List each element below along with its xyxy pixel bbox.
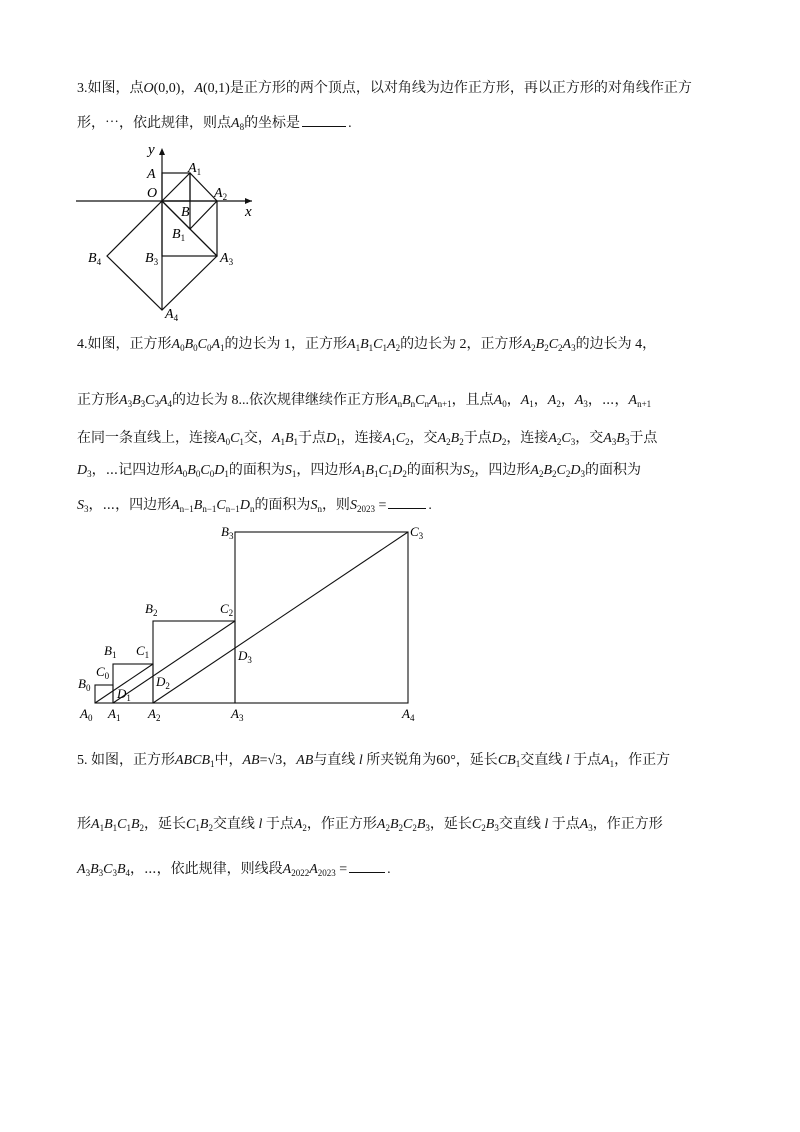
svg-text:B0: $B_0$ (78, 676, 91, 693)
label-B: B (181, 205, 190, 220)
svg-text:A3: $A_3$ (231, 706, 244, 723)
problem-3-line-1: 3.如图，点O(0,0)，A(0,1)是正方形的两个顶点，以对角线为边作正方形，再以正方形的对角线作正方 (77, 81, 692, 96)
label-B4: $B_4$ (88, 251, 102, 267)
svg-text:A1: $A_1$ (108, 706, 121, 723)
svg-text:C3: $C_3$ (410, 524, 424, 541)
label-y: y (148, 142, 155, 158)
svg-text:B1: $B_1$ (104, 643, 117, 660)
label-A: A (147, 167, 156, 182)
svg-text:A4: $A_4$ (402, 706, 415, 723)
label-B3: $B_3$ (145, 251, 159, 267)
label-x: x (245, 204, 252, 220)
answer-blank[interactable] (349, 860, 385, 873)
label-O: O (147, 186, 158, 201)
problem-4-line-2: 正方形$A_3B_3C_3A_4$的边长为 8...依次规律继续作正方形$A_nB_nC_nA_{n+1}$，且点$A_0$，$A_1$，$A_2$，$A_3$，⋯，$A_{n+1}$ (77, 393, 652, 409)
problem-3-line-2: 形，⋯，依此规律，则点$A_8$的坐标是 . (77, 116, 352, 132)
problem-4-line-1: 4.如图，正方形$A_0B_0C_0A_1$的边长为 1，正方形$A_1B_1C_1A_2$的边长为 2，正方形$A_2B_2C_2A_3$的边长为 4， (77, 337, 657, 353)
label-A4: $A_4$ (165, 307, 179, 323)
label-A1: $A_1$ (188, 161, 202, 177)
label-B1: $B_1$ (172, 227, 186, 243)
problem-5-line-1: 5. 如图，正方形$ABCB_1$中，AB=√3，AB与直线 l 所夹锐角为60°，延长$CB_1$交直线 l 于点$A_1$，作正方 (77, 753, 671, 769)
svg-text:D1: $D_1$ (117, 686, 131, 703)
problem-5-line-3: $A_3B_3C_3B_4$，⋯，依此规律，则线段$A_{2022}A_{2023}$ = . (77, 862, 391, 878)
svg-text:B3: $B_3$ (221, 524, 234, 541)
problem-5-line-2: 形$A_1B_1C_1B_2$，延长$C_1B_2$交直线 l 于点$A_2$，作正方形$A_2B_2C_2B_3$，延长$C_2B_3$交直线 l 于点$A_3$，作正方形 (77, 817, 663, 833)
problem-4-line-4: $D_3$，⋯记四边形$A_0B_0C_0D_1$的面积为$S_1$，四边形$A_1B_1C_1D_2$的面积为$S_2$，四边形$A_2B_2C_2D_3$的面积为 (77, 463, 642, 479)
svg-text:C2: $C_2$ (220, 601, 234, 618)
label-A2: $A_2$ (214, 186, 228, 202)
svg-text:A0: $A_0$ (80, 706, 93, 723)
svg-text:A2: $A_2$ (148, 706, 161, 723)
problem-4-line-3: 在同一条直线上，连接$A_0C_1$交，$A_1B_1$于点$D_1$，连接$A_1C_2$，交$A_2B_2$于点$D_2$，连接$A_2C_3$，交$A_3B_3$于点 (77, 431, 658, 447)
svg-text:D3: $D_3$ (238, 648, 252, 665)
label-A3: $A_3$ (220, 251, 234, 267)
svg-text:C0: $C_0$ (96, 664, 110, 681)
svg-text:D2: $D_2$ (156, 674, 170, 691)
problem-4-line-5: $S_3$，⋯，四边形$A_{n-1}B_{n-1}C_{n-1}D_n$的面积为$S_n$，则$S_{2023}$ = . (77, 498, 432, 514)
svg-text:C1: $C_1$ (136, 643, 150, 660)
svg-text:B2: $B_2$ (145, 601, 158, 618)
